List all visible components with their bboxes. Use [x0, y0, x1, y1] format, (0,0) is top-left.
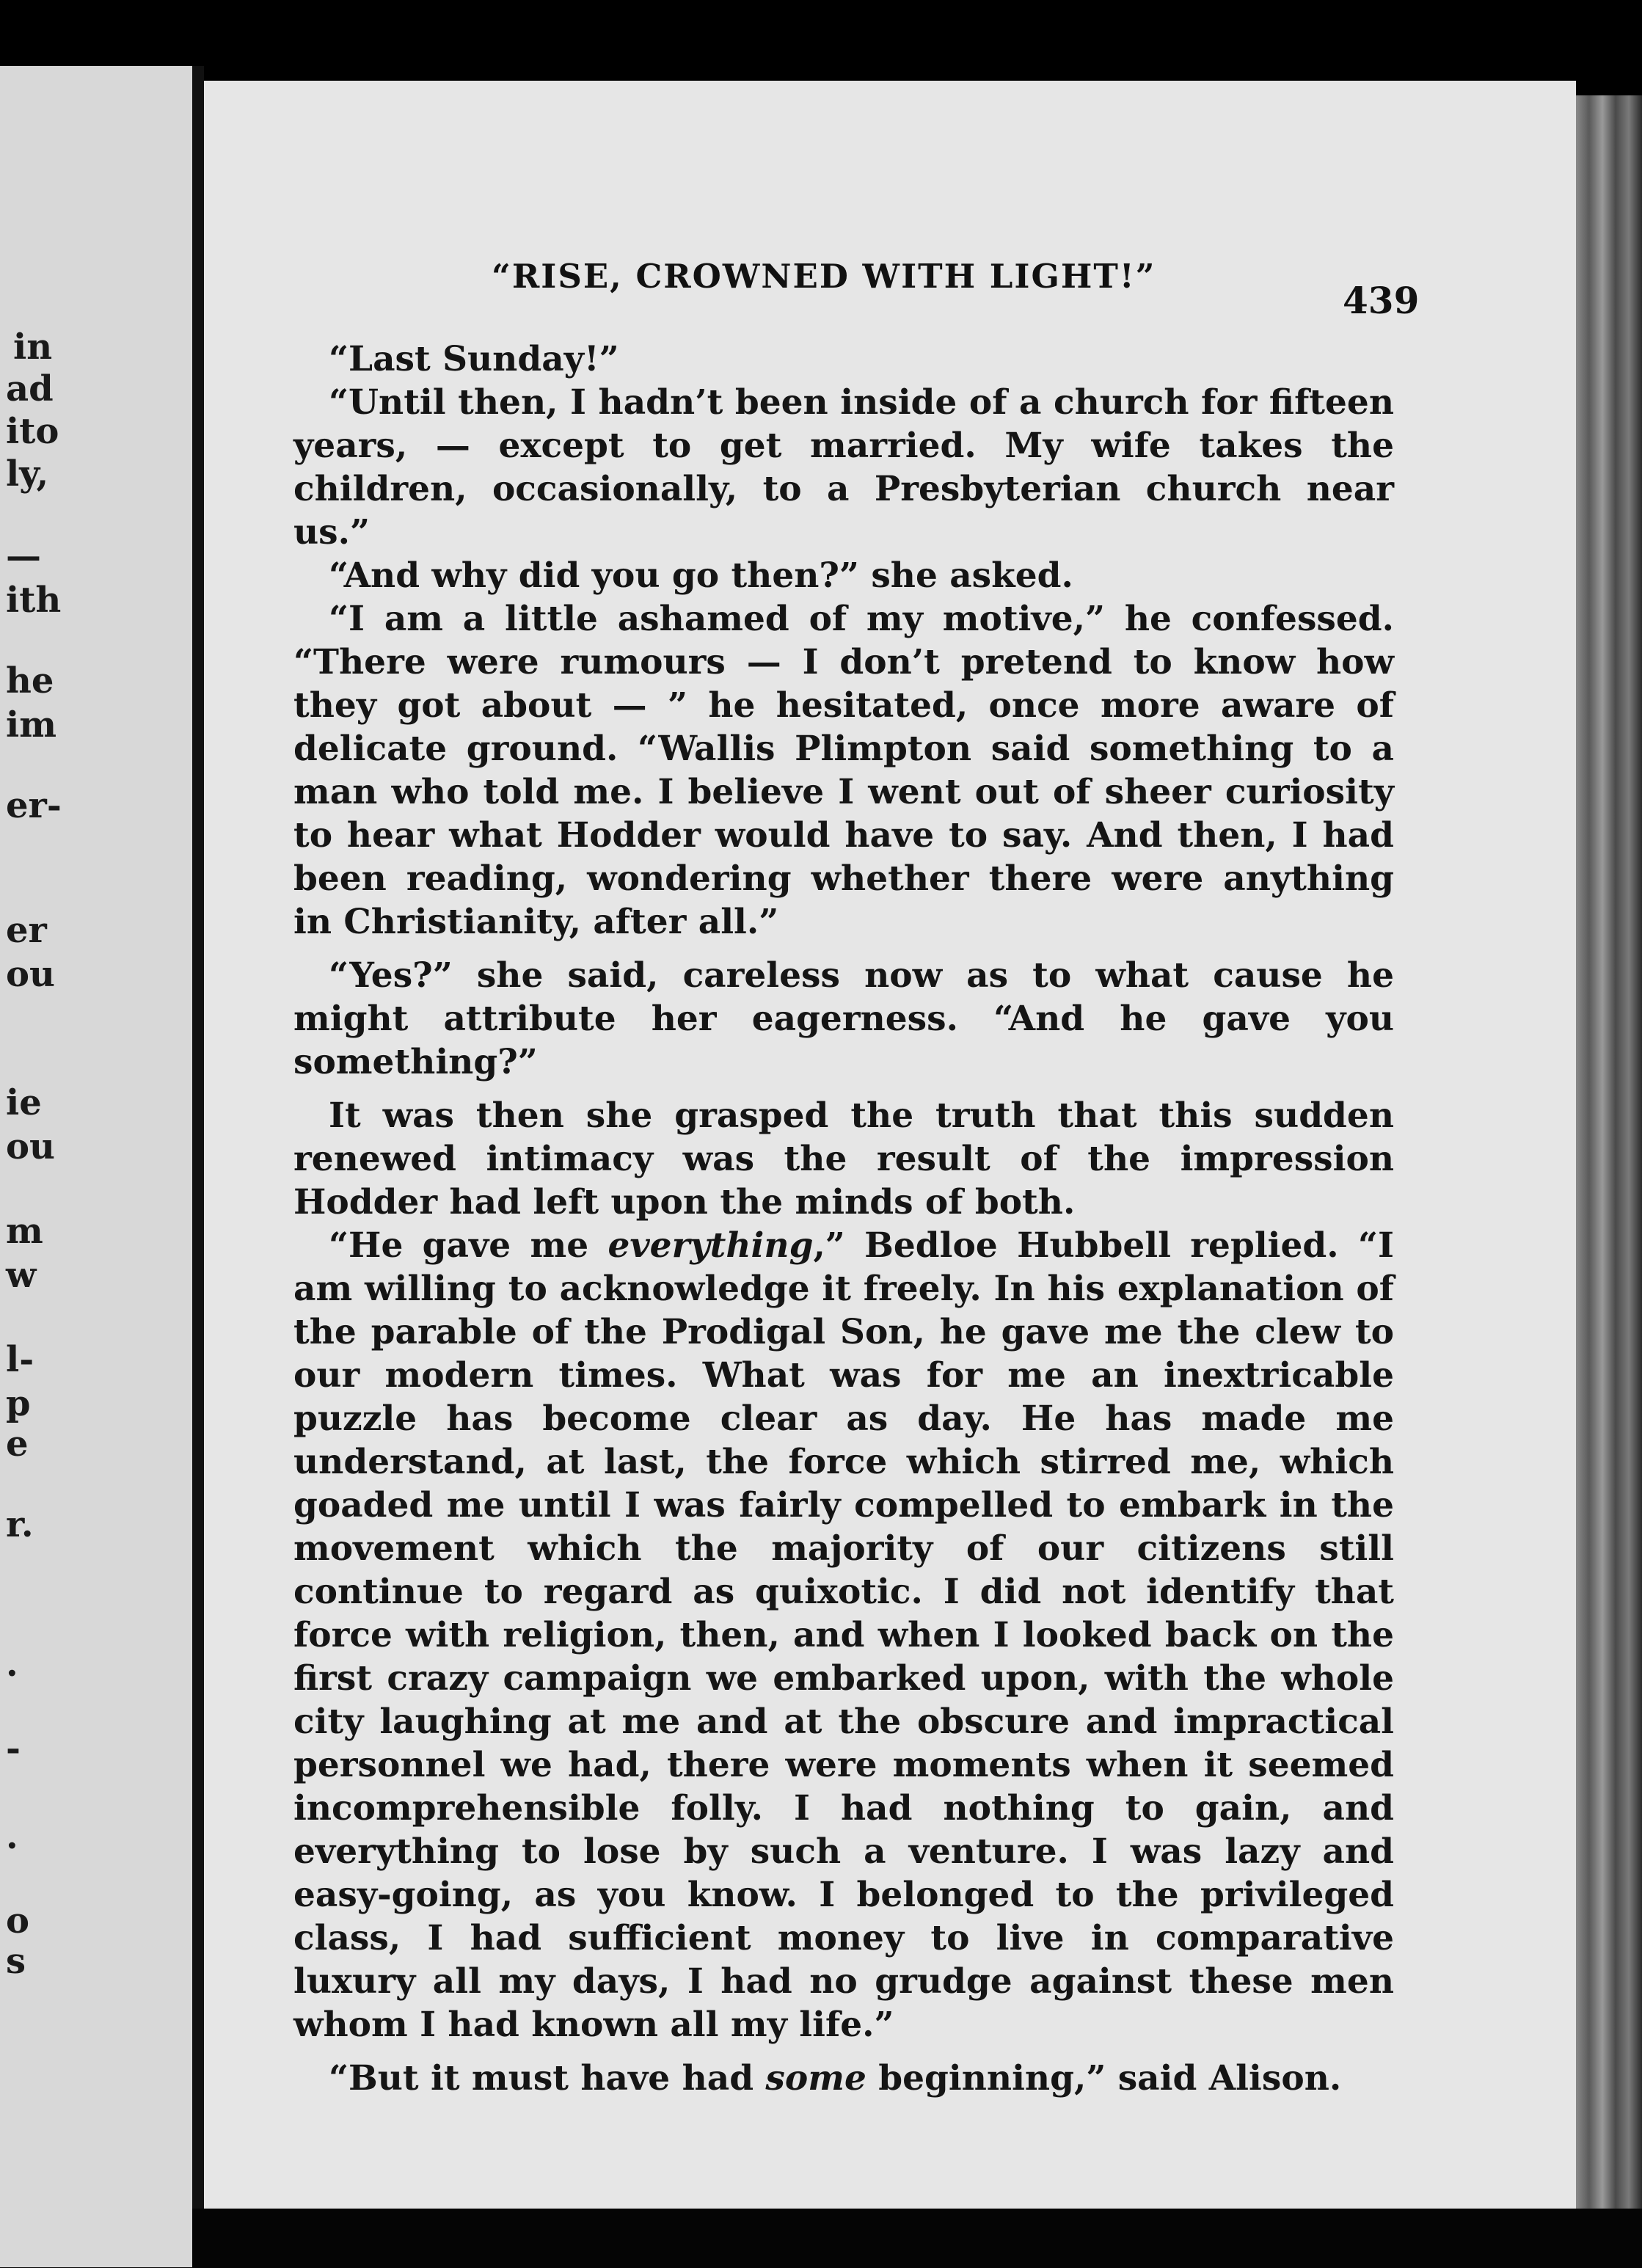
text-run: “But it must have had [329, 2058, 766, 2099]
book-gutter [192, 66, 204, 2267]
margin-fragment: e [6, 1423, 29, 1465]
scan-border [192, 2209, 1642, 2268]
facing-page-fragment [0, 66, 192, 2267]
paragraph: “I am a little ashamed of my motive,” he confessed. “There were rumours — I don’t pretend to know how they got about — ” he hesitated, once more aware of delicate ground. “Wallis Plimpton said something to a man who told me. I believe I went out of sheer curiosity to hear what Hodder would have to say. And then, I had been reading, wondering whether there were anything in Christianity, after all.” [293, 599, 1394, 942]
margin-fragment: s [6, 1941, 26, 1982]
body-text [293, 338, 1394, 2100]
margin-fragment: in [13, 327, 53, 368]
margin-fragment: p [6, 1383, 31, 1424]
page-edges [1576, 95, 1642, 2209]
text-run: ,” Bedloe Hubbell replied. “I am willing to acknowledge it freely. In his explanation of the parable of the Prodigal Son, he gave me the clew to our modern times. What was for me an inextricable puzzle has become clear as day. He has made me understand, at last, the force which stirred me, which goaded me until I was fairly compelled to embark in the movement which the majority of our citizens still continue to regard as quixotic. I did not identify that force with religion, then, and when I looked back on the first crazy campaign we embarked upon, with the whole city laughing at me and at the obscure and impractical personnel we had, there were moments when it seemed incomprehensible folly. I had nothing to gain, and everything to lose by such a venture. I was lazy and easy-going, as you know. I belonged to the privileged class, I had sufficient money to live in comparative luxury all my days, I had no grudge against these men whom I had known all my life.” [293, 1225, 1394, 2045]
margin-fragment: w [6, 1255, 37, 1296]
margin-fragment: im [6, 704, 57, 745]
margin-fragment: l- [6, 1339, 34, 1380]
margin-fragment: ou [6, 1126, 55, 1167]
paragraph: “And why did you go then?” she asked. [329, 555, 1073, 596]
page-number: 439 [1343, 279, 1420, 322]
margin-fragment: - [6, 1728, 21, 1769]
margin-fragment: ly, [6, 453, 49, 495]
margin-fragment: — [6, 536, 41, 577]
paragraph: “Last Sunday!” [329, 339, 619, 379]
margin-fragment: r. [6, 1504, 34, 1545]
emphasis: everything [607, 1225, 814, 1266]
margin-fragment: ou [6, 954, 55, 995]
paragraph [293, 1224, 1394, 2046]
running-head: “RISE, CROWNED WITH LIGHT!” [492, 257, 1156, 296]
margin-fragment: ad [6, 368, 54, 409]
emphasis: some [765, 2058, 866, 2099]
paragraph [293, 2057, 1394, 2100]
paragraph: It was then she grasped the truth that this sudden renewed intimacy was the result of the impression Hodder had left upon the minds of both. [293, 1095, 1394, 1222]
margin-fragment: ith [6, 580, 62, 621]
margin-fragment: ito [6, 411, 59, 452]
margin-fragment: er- [6, 785, 62, 826]
margin-fragment: er [6, 910, 47, 951]
margin-fragment: m [6, 1211, 43, 1252]
margin-fragment: . [6, 1644, 18, 1685]
margin-fragment: he [6, 660, 54, 701]
margin-fragment: ie [6, 1082, 42, 1123]
margin-fragment: . [6, 1816, 18, 1857]
text-run: “He gave me [329, 1225, 608, 1266]
text-run: beginning,” said Alison. [866, 2058, 1342, 2099]
margin-fragment: o [6, 1900, 30, 1941]
paragraph: “Yes?” she said, careless now as to what cause he might attribute her eagerness. “And he gave you something?” [293, 955, 1394, 1082]
paragraph: “Until then, I hadn’t been inside of a church for fifteen years, — except to get married. My wife takes the children, occasionally, to a Presbyterian church near us.” [293, 382, 1394, 553]
